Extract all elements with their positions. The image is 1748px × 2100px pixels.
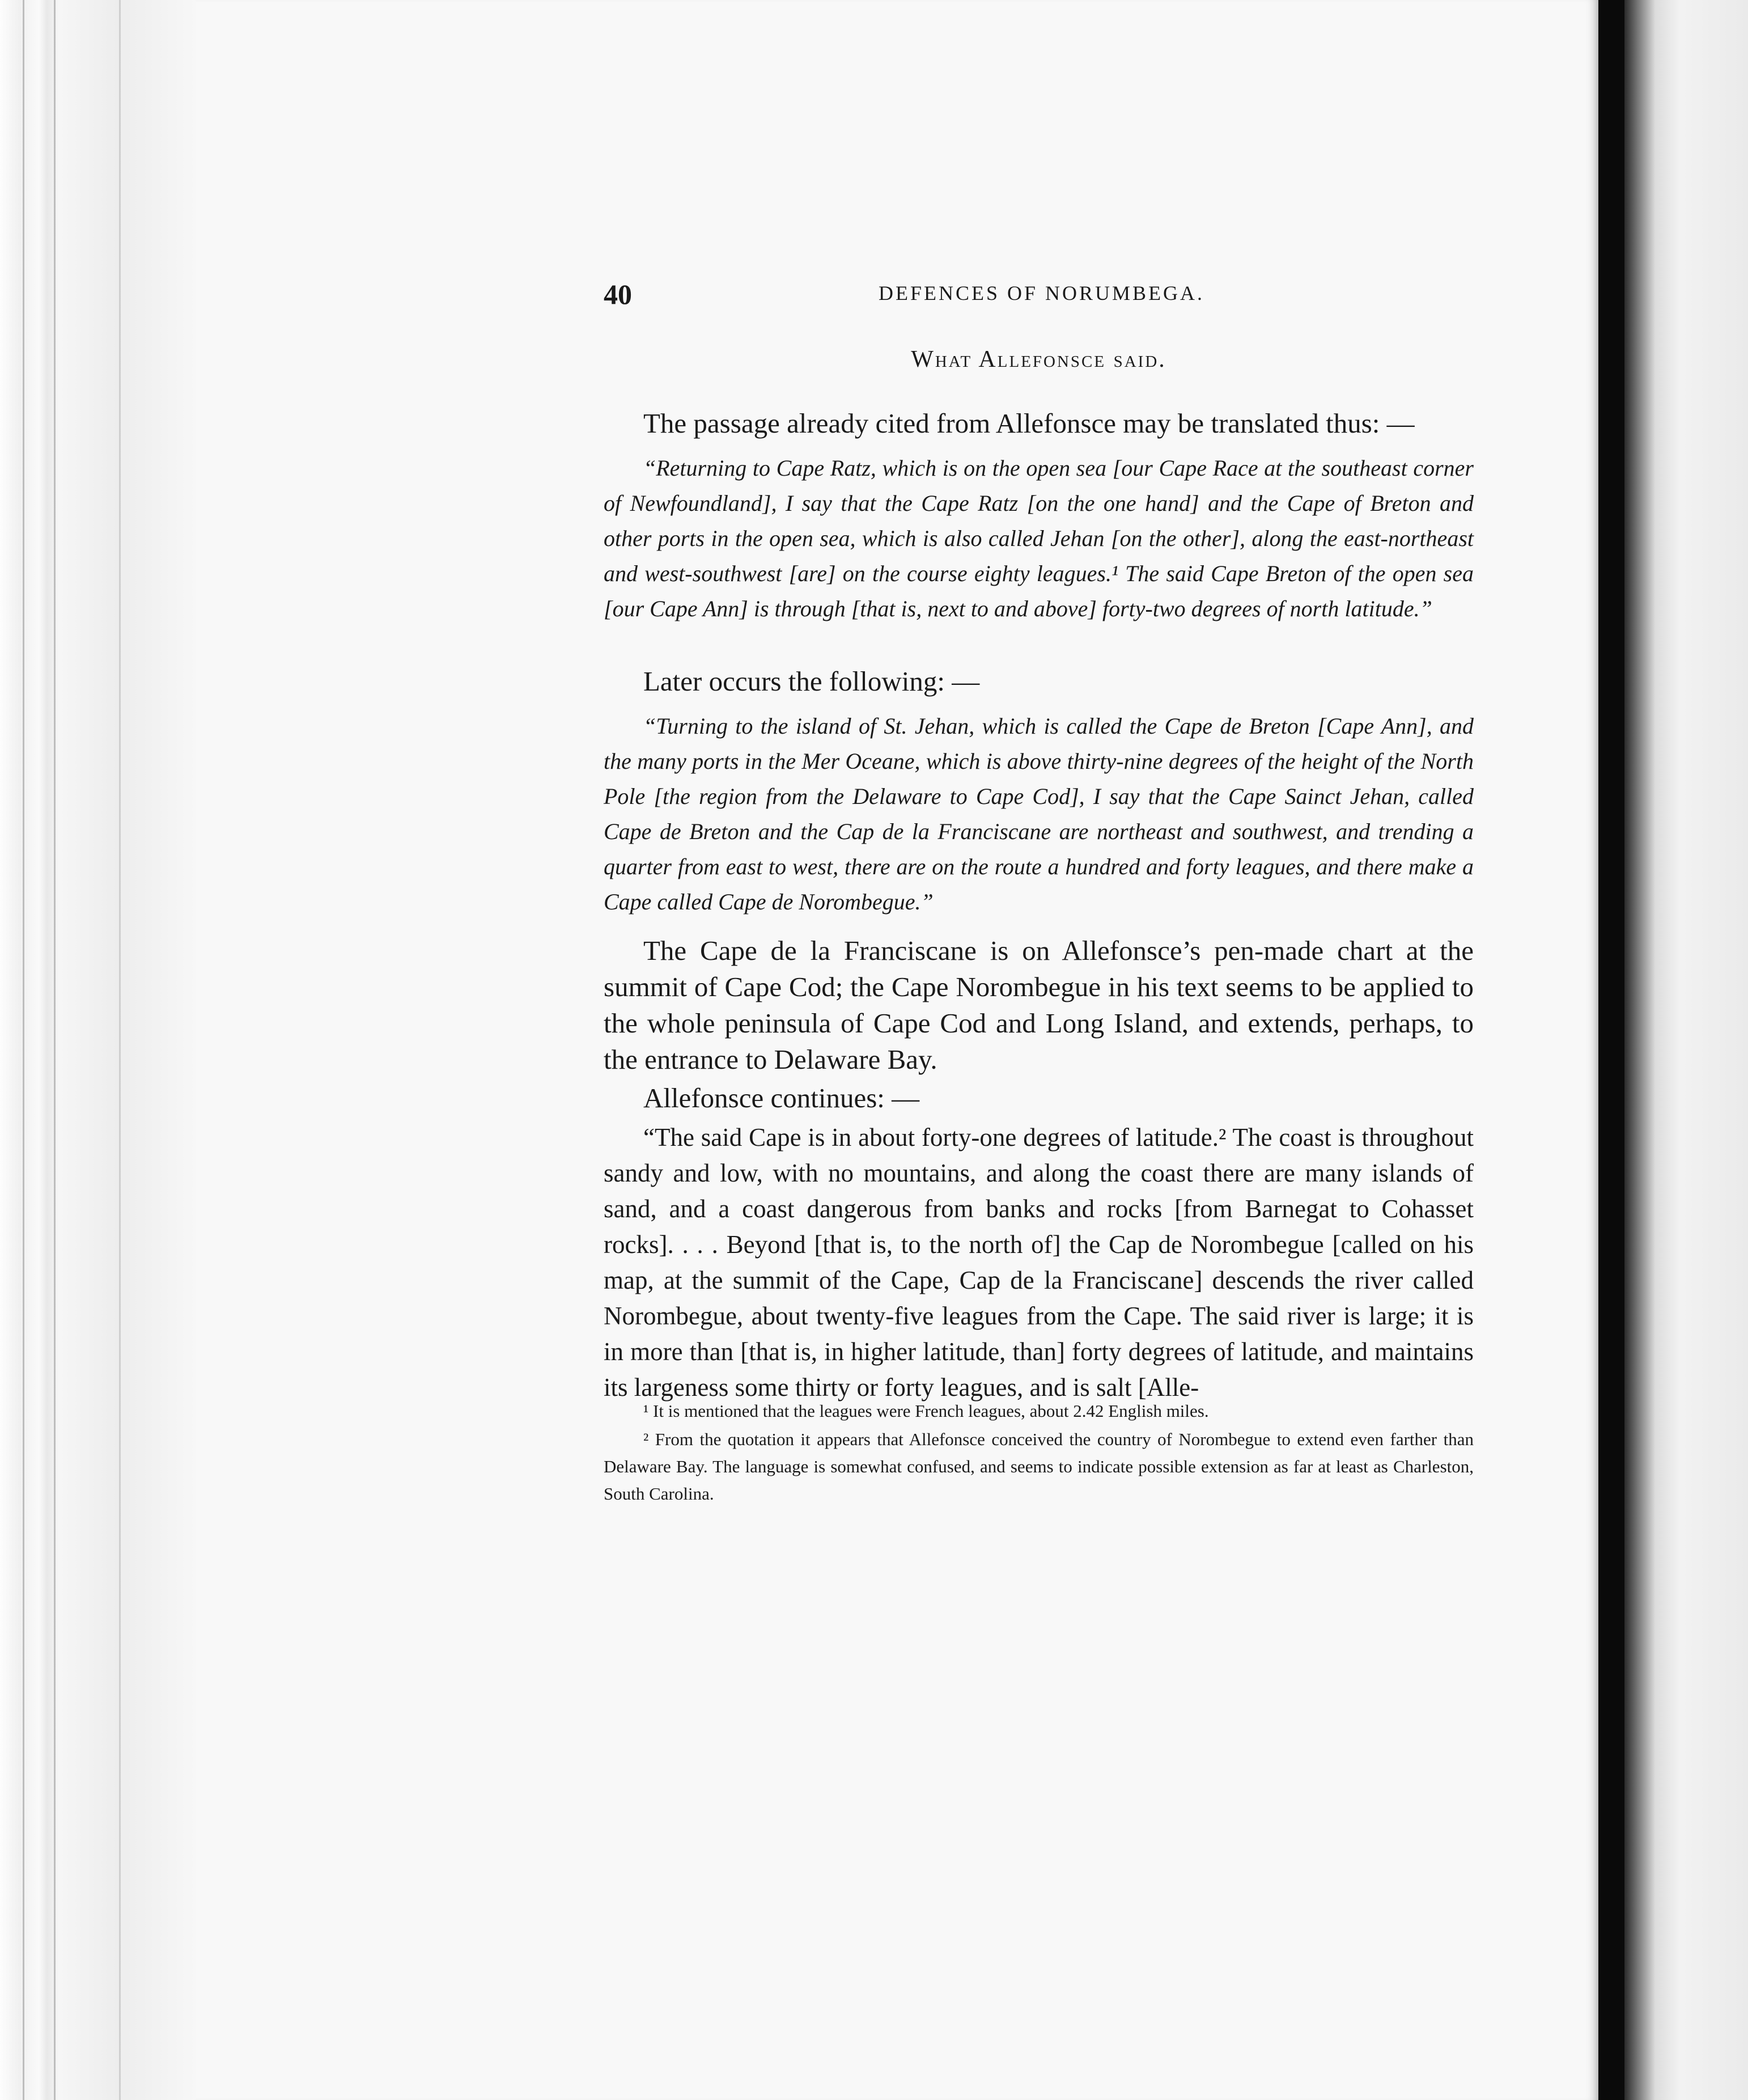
book-left-edge xyxy=(0,0,196,2100)
quote-turning: “Turning to the island of St. Jehan, which is called the Cape de Breton [Cape Ann], and the many ports in the Mer Oceane, which is above thirty-nine degrees of the height of the North Pole [the region from the Delaware to Cape Cod], I say that the Cape Sainct Jehan, called Cape de Breton and the Cap de la Franciscane are northeast and southwest, and trending a quarter from east to west, there are on the route a hundred and forty leagues, and there make a Cape called Cape de Norombegue.” xyxy=(604,713,1474,914)
quote-said-cape: “The said Cape is in about forty-one degrees of latitude.² The coast is throughout sandy and low, with no mountains, and along the coast there are many islands of sand, and a coast dangerous from banks and rocks [from Barnegat to Cohasset rocks]. . . . Beyond [that is, to the north of] the Cap de Norombegue [called on his map, at the summit of the Cape, Cap de la Franciscane] descends the river called Norombegue, about twenty-five leagues from the Cape. The said river is large; it is in more than [that is, in higher latitude, than] forty degrees of latitude, and maintains its largeness some thirty or forty leagues, and is salt [Alle- xyxy=(604,1123,1474,1402)
page-number: 40 xyxy=(604,278,632,310)
paragraph-later: Later occurs the following: — xyxy=(643,666,980,697)
paragraph-franciscane: The Cape de la Franciscane is on Allefonsce’s pen-made chart at the summit of Cape Cod; the Cape Norombegue in his text seems to be applied to the whole peninsula of Cape Cod and Long Island, and extends, perhaps, to the entrance to Delaware Bay. xyxy=(604,935,1474,1075)
paragraph-intro: The passage already cited from Allefonsce may be translated thus: — xyxy=(643,408,1415,439)
running-title: DEFENCES OF NORUMBEGA. xyxy=(879,282,1205,304)
book-right-edge xyxy=(1624,0,1748,2100)
paragraph-continues: Allefonsce continues: — xyxy=(643,1082,920,1113)
book-gutter xyxy=(1598,0,1624,2100)
footnote-2: ² From the quotation it appears that Allefonsce conceived the country of Norombegue to extend even farther than Delaware Bay. The language is somewhat confused, and seems to indicate possible extension as far at least as Charleston, South Carolina. xyxy=(604,1429,1474,1504)
footnote-1: ¹ It is mentioned that the leagues were French leagues, about 2.42 English miles. xyxy=(643,1401,1209,1421)
quote-returning: “Returning to Cape Ratz, which is on the open sea [our Cape Race at the southeast corner of Newfoundland], I say that the Cape Ratz [on the one hand] and the Cape of Breton and other ports in the open sea, which is also called Jehan [on the other], along the east-northeast and west-southwest [are] on the course eighty leagues.¹ The said Cape Breton of the open sea [our Cape Ann] is through [that is, next to and above] forty-two degrees of north latitude.” xyxy=(604,455,1474,621)
page-header xyxy=(604,278,1474,317)
section-title: What Allefonsce said. xyxy=(911,346,1166,372)
